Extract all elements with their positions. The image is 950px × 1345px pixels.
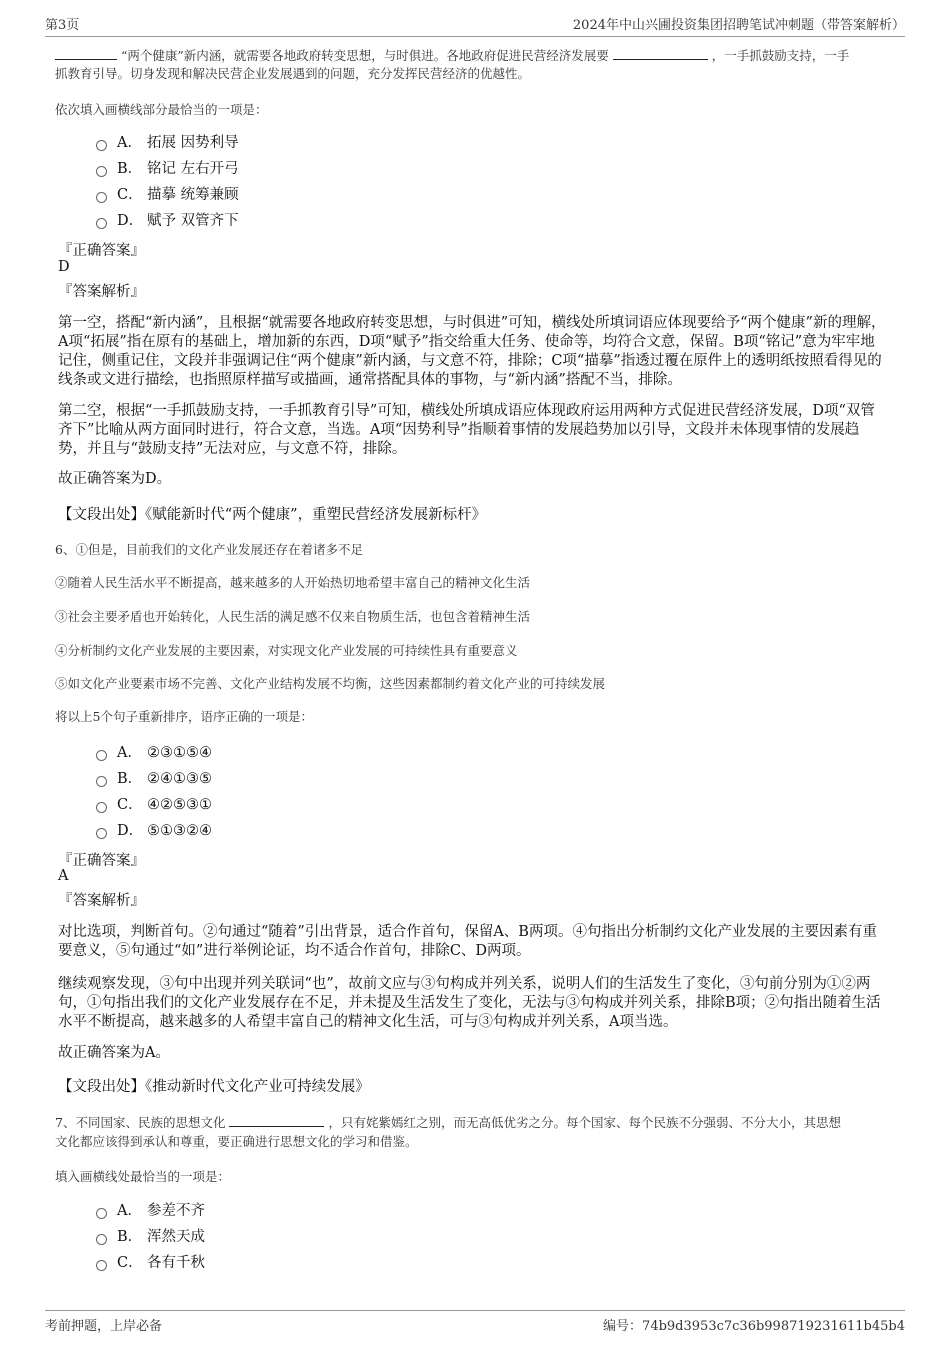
document-id: 编号：74b9d3953c7c36b998719231611b45b4 [603, 1319, 905, 1334]
radio-icon[interactable] [96, 1260, 107, 1271]
q6-answer-label: 『正确答案』 [58, 853, 145, 869]
footer-slogan: 考前押题，上岸必备 [45, 1319, 163, 1334]
q5-source: 【文段出处】《赋能新时代“两个健康”，重塑民营经济发展新标杆》 [58, 507, 487, 523]
fill-blank [613, 47, 708, 60]
q5-analysis-p1: 第一空，搭配“新内涵”，且根据“就需要各地政府转变思想，与时俱进”可知，横线处所填词语应体现要给予“两个健康”新的理解，A项“拓展”指在原有的基础上，增加新的东西，D项“赋予”指交给重大任务、使命等，均符合文意，保留。B项“铭记”意为牢牢地记住，侧重记住，文段并非强调记住“两个健康”新内涵，与文意不符，排除；C项“描摹”指透过覆在原件上的透明纸按照看得见的线条或文进行描绘，也指照原样描写或描画，通常搭配具体的事物，与“新内涵”搭配不当，排除。 [58, 315, 886, 388]
q6-analysis-p1: 对比选项，判断首句。②句通过“随着”引出背景，适合作首句，保留A、B两项。④句指出分析制约文化产业发展的主要因素有重要意义，⑤句通过“如”进行举例论证，均不适合作首句，排除C、D两项。 [58, 924, 877, 959]
page-header [45, 14, 905, 37]
radio-icon[interactable] [96, 776, 107, 787]
q6-sentence-2: ②随着人民生活水平不断提高，越来越多的人开始热切地希望丰富自己的精神文化生活 [55, 575, 531, 590]
q7-option-a[interactable]: A． 参差不齐 [96, 1201, 205, 1221]
q5-analysis-p3: 故正确答案为D。 [58, 471, 172, 487]
q6-sentence-5: ⑤如文化产业要素市场不完善、文化产业结构发展不均衡，这些因素都制约着文化产业的可持续发展 [55, 676, 606, 691]
q5-analysis-p2: 第二空，根据“一手抓鼓励支持，一手抓教育引导”可知，横线处所填成语应体现政府运用两种方式促进民营经济发展，D项“双管齐下”比喻从两方面同时进行，符合文意，当选。A项“因势利导”指顺着事情的发展趋势加以引导，文段并未体现事情的发展趋势，并且与“鼓励支持”无法对应，与文意不符，排除。 [58, 403, 875, 457]
q7-option-c[interactable]: C． 各有千秋 [96, 1253, 205, 1273]
q6-sentence-3: ③社会主要矛盾也开始转化，人民生活的满足感不仅来自物质生活，也包含着精神生活 [55, 609, 531, 624]
radio-icon[interactable] [96, 218, 107, 229]
q5-stem-line2: 抓教育引导。切身发现和解决民营企业发展遇到的问题，充分发挥民营经济的优越性。 [55, 66, 531, 81]
document-title: 2024年中山兴圃投资集团招聘笔试冲刺题（带答案解析） [572, 18, 905, 33]
radio-icon[interactable] [96, 828, 107, 839]
q6-sentence-4: ④分析制约文化产业发展的主要因素，对实现文化产业发展的可持续性具有重要意义 [55, 643, 518, 658]
radio-icon[interactable] [96, 140, 107, 151]
radio-icon[interactable] [96, 802, 107, 813]
fill-blank [229, 1114, 324, 1127]
q6-option-b[interactable]: B． ②④①③⑤ [96, 769, 212, 789]
radio-icon[interactable] [96, 1208, 107, 1219]
q6-source: 【文段出处】《推动新时代文化产业可持续发展》 [58, 1079, 370, 1095]
q6-option-c[interactable]: C． ④②⑤③① [96, 795, 212, 815]
q5-analysis-label: 『答案解析』 [58, 284, 145, 300]
q5-option-d[interactable]: D． 赋予 双管齐下 [96, 211, 239, 231]
q7-option-b[interactable]: B． 浑然天成 [96, 1227, 205, 1247]
page-number: 第3页 [45, 18, 80, 33]
q6-answer: A [58, 868, 69, 884]
q6-analysis-p2: 继续观察发现，③句中出现并列关联词“也”，故前文应与③句构成并列关系，说明人们的生活发生了变化，③句前分别为①②两句，①句指出我们的文化产业发展存在不足，并未提及生活发生了变化，无法与③句构成并列关系，排除B项；②句指出随着生活水平不断提高，越来越多的人希望丰富自己的精神文化生活，可与③句构成并列关系，A项当选。 [58, 976, 881, 1030]
q6-analysis-label: 『答案解析』 [58, 893, 145, 909]
radio-icon[interactable] [96, 192, 107, 203]
radio-icon[interactable] [96, 750, 107, 761]
page-footer [45, 1310, 905, 1334]
q5-option-c[interactable]: C． 描摹 统筹兼顾 [96, 185, 239, 205]
q7-stem-line2: 文化都应该得到承认和尊重，要正确进行思想文化的学习和借鉴。 [55, 1134, 418, 1149]
radio-icon[interactable] [96, 166, 107, 177]
q5-option-a[interactable]: A． 拓展 因势利导 [96, 133, 239, 153]
q6-prompt: 将以上5个句子重新排序，语序正确的一项是： [55, 709, 313, 724]
radio-icon[interactable] [96, 1234, 107, 1245]
q5-prompt: 依次填入画横线部分最恰当的一项是： [55, 102, 268, 117]
q6-analysis-p3: 故正确答案为A。 [58, 1045, 170, 1061]
q5-answer: D [58, 259, 70, 275]
q7-stem-line1: 7、不同国家、民族的思想文化 ，只有姹紫嫣红之别，而无高低优劣之分。每个国家、每个民族不分强弱、不分大小，其思想 [55, 1115, 841, 1130]
q6-option-d[interactable]: D． ⑤①③②④ [96, 821, 212, 841]
q5-option-b[interactable]: B． 铭记 左右开弓 [96, 159, 239, 179]
q5-stem-line1: “两个健康”新内涵，就需要各地政府转变思想，与时俱进。各地政府促进民营经济发展要 ，一手抓鼓励支持，一手 [55, 46, 890, 66]
q6-option-a[interactable]: A． ②③①⑤④ [96, 743, 212, 763]
q7-prompt: 填入画横线处最恰当的一项是： [55, 1169, 231, 1184]
fill-blank [55, 47, 117, 60]
q5-answer-label: 『正确答案』 [58, 243, 145, 259]
q6-sentence-1: 6、①但是，目前我们的文化产业发展还存在着诸多不足 [55, 542, 363, 557]
